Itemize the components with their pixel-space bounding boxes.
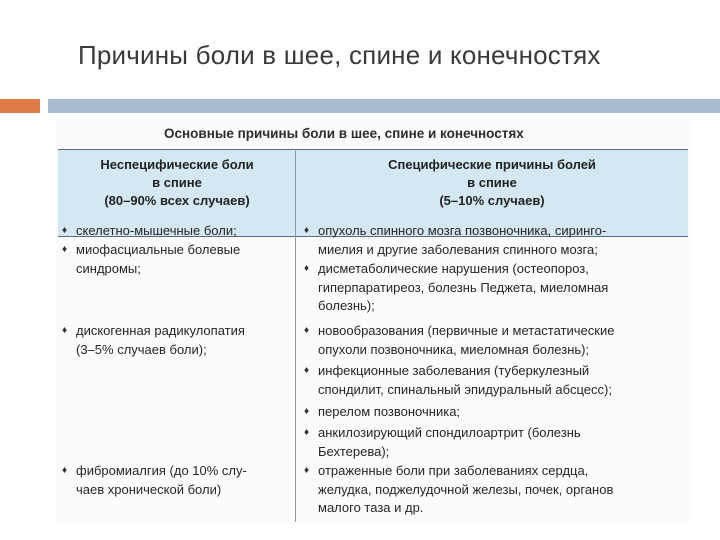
bullet-icon: ♦ — [62, 465, 68, 476]
list-item: ♦ опухоль спинного мозга позвоночника, сиринго- миелия и другие заболевания спинного мозга; — [304, 223, 607, 257]
header-line: в спине — [467, 175, 517, 190]
header-line: в спине — [152, 175, 202, 190]
list-item: ♦ инфекционные заболевания (туберкулезный спондилит, спинальный эпидуральный абсцесс); — [304, 363, 612, 397]
table-caption: Основные причины боли в шее, спине и конечностях — [164, 126, 524, 141]
list-item: ♦ отраженные боли при заболеваниях сердца, желудка, поджелудочной железы, почек, органов малого таза и др. — [304, 463, 614, 516]
bullet-icon: ♦ — [62, 244, 68, 255]
causes-table — [56, 120, 692, 522]
list-item: ♦ дискогенная радикулопатия (3–5% случаев боли); — [62, 323, 245, 357]
header-line: Специфические причины болей — [388, 157, 596, 172]
list-item: ♦ скелетно-мышечные боли; — [76, 222, 292, 241]
list-item: ♦ дисметаболические нарушения (остеопороз, гиперпаратиреоз, болезнь Педжета, миеломная болезнь); — [304, 261, 609, 314]
bullet-icon: ♦ — [304, 427, 310, 438]
bullet-icon: ♦ — [304, 225, 310, 236]
bullet-icon: ♦ — [304, 325, 310, 336]
bullet-icon: ♦ — [304, 365, 310, 376]
bullet-icon: ♦ — [62, 225, 68, 236]
list-item: ♦ новообразования (первичные и метастатические опухоли позвоночника, миеломная болезнь); — [304, 323, 615, 357]
accent-bar-blue — [48, 99, 720, 113]
accent-bar-orange — [0, 99, 40, 113]
header-nonspecific — [58, 156, 296, 210]
list-item: ♦ анкилозирующий спондилоартрит (болезнь Бехтерева); — [304, 425, 581, 459]
header-line: Неспецифические боли — [100, 157, 254, 172]
bullet-icon: ♦ — [62, 325, 68, 336]
bullet-icon: ♦ — [304, 406, 310, 417]
bullet-icon: ♦ — [304, 465, 310, 476]
bullet-icon: ♦ — [304, 263, 310, 274]
list-item: ♦ фибромиалгия (до 10% слу- чаев хронической боли) — [62, 463, 247, 497]
header-line: (80–90% всех случаев) — [104, 193, 250, 208]
slide-title: Причины боли в шее, спине и конечностях — [78, 40, 601, 70]
column-divider — [295, 149, 296, 522]
header-line: (5–10% случаев) — [439, 193, 545, 208]
list-item: ♦ миофасциальные болевые синдромы; — [62, 242, 241, 276]
header-specific — [296, 156, 688, 210]
list-item: ♦ перелом позвоночника; — [318, 403, 684, 422]
